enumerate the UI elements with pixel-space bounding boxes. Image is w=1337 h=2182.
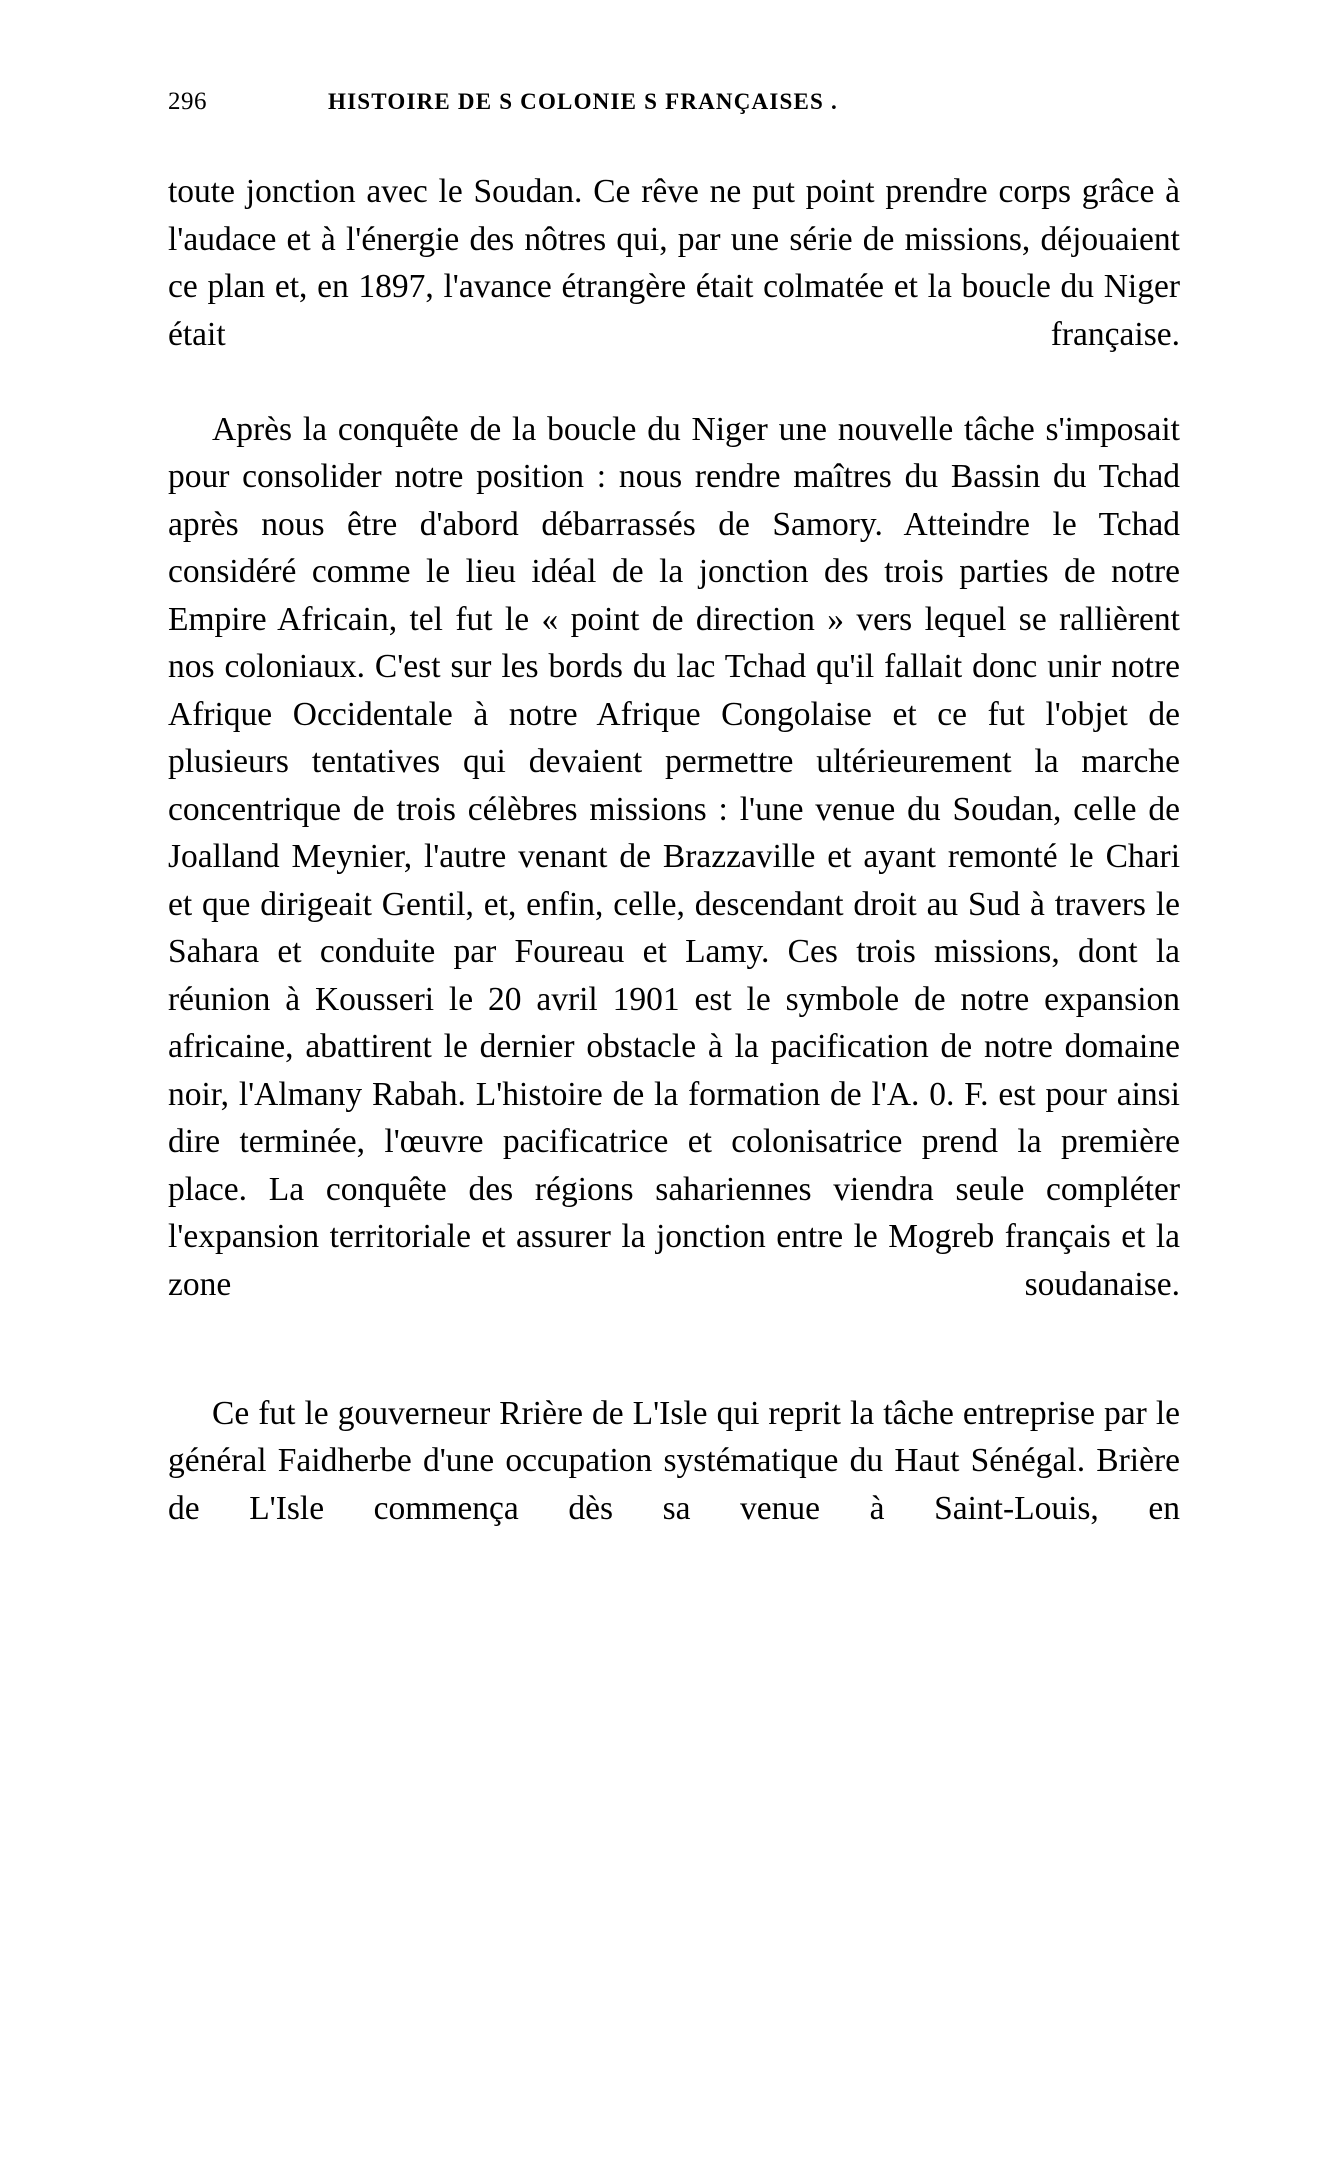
running-title: HISTOIRE DE S COLONIE S FRANÇAISES . xyxy=(328,89,838,114)
page-header xyxy=(168,88,1178,122)
paragraph-1: toute jonction avec le Soudan. Ce rêve ne put point prendre corps grâce à l'audace et à l'énergie des nôtres qui, par une série de missions, déjouaient ce plan et, en 1897, l'avance étrangère était colmatée et la boucle du Niger était française. xyxy=(168,173,1180,353)
page-number: 296 xyxy=(168,88,207,115)
paragraph-2: Après la conquête de la boucle du Niger une nouvelle tâche s'imposait pour consolider notre position : nous rendre maîtres du Bassin du Tchad après nous être d'abord débarrassés de Samory. Atteindre le Tchad considéré comme le lieu idéal de la jonction des trois parties de notre Empire Africain, tel fut le « point de direction » vers lequel se rallièrent nos coloniaux. C'est sur les bords du lac Tchad qu'il fallait donc unir notre Afrique Occidentale à notre Afrique Congolaise et ce fut l'objet de plusieurs tentatives qui devaient permettre ultérieurement la marche concentrique de trois célèbres missions : l'une venue du Soudan, celle de Joalland Meynier, l'autre venant de Brazzaville et ayant remonté le Chari et que dirigeait Gentil, et, enfin, celle, descendant droit au Sud à travers le Sahara et conduite par Foureau et Lamy. Ces trois missions, dont la réunion à Kousseri le 20 avril 1901 est le symbole de notre expansion africaine, abattirent le dernier obstacle à la pacification de notre domaine noir, l'Almany Rabah. L'histoire de la formation de l'A. 0. F. est pour ainsi dire terminée, l'œuvre pacificatrice et colonisatrice prend la première place. La conquête des régions sahariennes viendra seule compléter l'expansion territoriale et assurer la jonction entre le Mogreb français et la zone soudanaise. xyxy=(168,410,1180,1303)
body-text xyxy=(168,168,1180,1580)
paragraph-3: Ce fut le gouverneur Rrière de L'Isle qui reprit la tâche entreprise par le général Faidherbe d'une occupation systématique du Haut Sénégal. Brière de L'Isle commença dès sa venue à Saint-Louis, en xyxy=(168,1394,1180,1527)
